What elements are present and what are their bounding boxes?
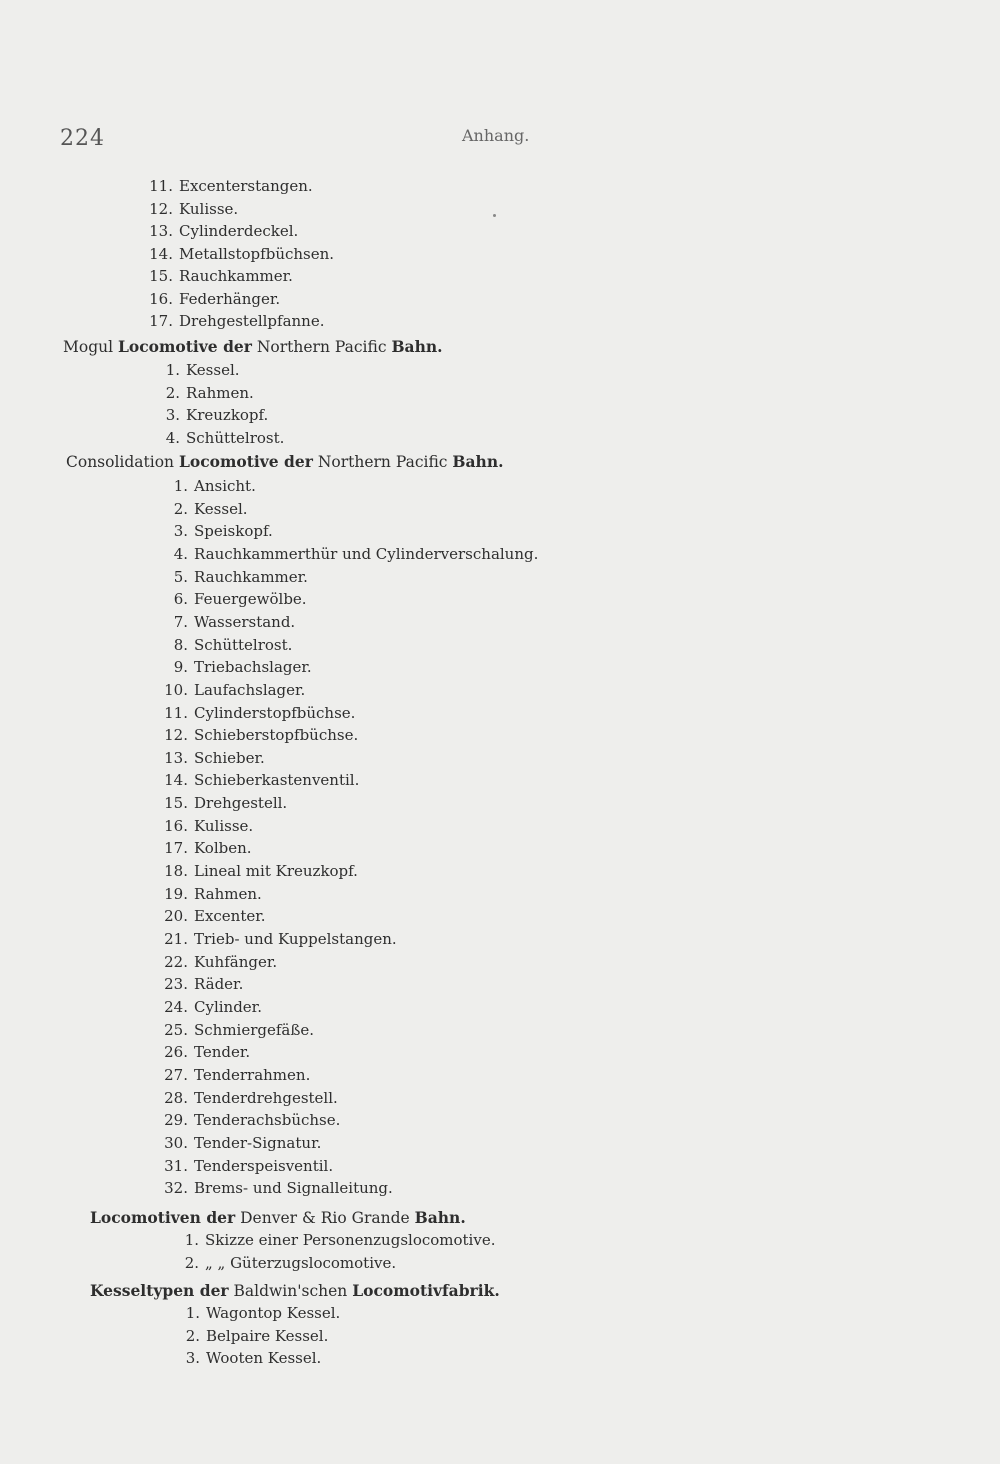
list-item bbox=[156, 838, 252, 858]
item-text: Feuergewölbe. bbox=[194, 590, 307, 609]
item-number: 25. bbox=[164, 1020, 188, 1039]
page-number: 224 bbox=[60, 126, 105, 151]
item-number: 4. bbox=[173, 544, 188, 563]
item-number: 15. bbox=[164, 794, 188, 813]
list-item bbox=[156, 929, 397, 949]
list-item bbox=[156, 521, 273, 541]
item-text: Trieb- und Kuppelstangen. bbox=[194, 930, 397, 948]
item-text: Drehgestell. bbox=[194, 794, 288, 813]
heading-part: Locomotivfabrik. bbox=[352, 1281, 500, 1300]
list-item bbox=[156, 567, 308, 587]
item-number: 1. bbox=[185, 1304, 200, 1322]
item-text: Tenderachsbüchse. bbox=[194, 1111, 341, 1130]
item-number: 15. bbox=[149, 267, 173, 285]
heading-part: Denver & Rio Grande bbox=[235, 1209, 415, 1227]
item-text: Rauchkammer. bbox=[194, 567, 308, 586]
item-number: 2. bbox=[173, 499, 188, 518]
item-number: 11. bbox=[149, 177, 173, 195]
list-item bbox=[143, 221, 298, 241]
item-number: 16. bbox=[164, 816, 188, 835]
item-text: Wooten Kessel. bbox=[206, 1349, 322, 1368]
item-text: Speiskopf. bbox=[194, 522, 273, 541]
item-text: Tender. bbox=[194, 1043, 251, 1062]
item-text: Tenderspeisventil. bbox=[194, 1156, 334, 1175]
item-text: Drehgestellpfanne. bbox=[179, 312, 325, 330]
item-text: Lineal mit Kreuzkopf. bbox=[194, 862, 358, 881]
item-number: 13. bbox=[149, 222, 173, 240]
item-number: 1. bbox=[184, 1231, 199, 1249]
list-item bbox=[156, 405, 268, 425]
list-item bbox=[143, 311, 324, 331]
list-item bbox=[156, 906, 266, 926]
list-item bbox=[156, 476, 256, 496]
item-number: 27. bbox=[164, 1065, 188, 1084]
item-number: 3. bbox=[165, 406, 180, 425]
list-item bbox=[156, 383, 254, 403]
list-item bbox=[156, 1088, 338, 1108]
item-number: 7. bbox=[173, 612, 188, 631]
item-text: Rauchkammer. bbox=[179, 267, 293, 285]
item-number: 19. bbox=[164, 884, 188, 903]
list-item bbox=[175, 1253, 396, 1273]
item-text: Skizze einer Personenzugslocomotive. bbox=[205, 1231, 496, 1249]
item-number: 4. bbox=[165, 429, 180, 448]
list-item bbox=[156, 1042, 250, 1062]
item-text: Rahmen. bbox=[186, 383, 254, 402]
list-item bbox=[156, 635, 292, 655]
item-text: Schieberkastenventil. bbox=[194, 771, 360, 790]
item-text: Schieber. bbox=[194, 748, 265, 767]
running-head: Anhang. bbox=[462, 126, 530, 145]
item-number: 29. bbox=[164, 1111, 188, 1130]
item-text: Schieberstopfbüchse. bbox=[194, 726, 359, 745]
list-item bbox=[156, 680, 305, 700]
item-number: 3. bbox=[185, 1349, 200, 1368]
section-heading bbox=[90, 1281, 500, 1301]
heading-part: Northern Pacific bbox=[312, 453, 453, 471]
item-number: 17. bbox=[164, 839, 188, 858]
list-item bbox=[156, 657, 312, 677]
item-number: 14. bbox=[149, 244, 173, 263]
item-text: Belpaire Kessel. bbox=[206, 1326, 329, 1345]
list-item bbox=[156, 816, 253, 836]
item-number: 16. bbox=[149, 289, 173, 308]
heading-part: Bahn. bbox=[414, 1208, 466, 1227]
item-text: Ansicht. bbox=[194, 477, 256, 495]
item-text: „ „ Güterzugslocomotive. bbox=[205, 1253, 397, 1272]
item-text: Kulisse. bbox=[194, 816, 254, 835]
item-text: Kulisse. bbox=[179, 199, 239, 218]
item-text: Schüttelrost. bbox=[186, 429, 285, 448]
item-number: 23. bbox=[164, 975, 188, 994]
list-item bbox=[156, 952, 277, 972]
list-item bbox=[176, 1348, 321, 1368]
list-item bbox=[156, 1178, 393, 1198]
section-heading bbox=[90, 1208, 466, 1228]
item-text: Kolben. bbox=[194, 839, 252, 858]
item-text: Tenderdrehgestell. bbox=[194, 1088, 338, 1107]
item-text: Kessel. bbox=[186, 361, 240, 379]
item-text: Rauchkammerthür und Cylinderverschalung. bbox=[194, 544, 539, 563]
item-text: Rahmen. bbox=[194, 884, 262, 903]
item-number: 3. bbox=[173, 522, 188, 541]
list-item bbox=[143, 176, 313, 196]
item-number: 12. bbox=[149, 199, 173, 218]
item-number: 11. bbox=[164, 703, 188, 722]
item-number: 30. bbox=[164, 1133, 188, 1152]
item-number: 2. bbox=[165, 383, 180, 402]
item-number: 32. bbox=[164, 1179, 188, 1198]
item-number: 13. bbox=[164, 748, 188, 767]
item-number: 5. bbox=[173, 567, 188, 586]
item-text: Federhänger. bbox=[179, 289, 281, 308]
item-text: Kessel. bbox=[194, 499, 248, 518]
item-text: Metallstopfbüchsen. bbox=[179, 244, 335, 263]
heading-part: Locomotiven der bbox=[90, 1208, 236, 1227]
heading-part: Consolidation bbox=[66, 453, 179, 471]
list-item bbox=[176, 1326, 328, 1346]
item-number: 20. bbox=[164, 907, 188, 926]
item-number: 24. bbox=[164, 997, 188, 1016]
heading-part: Northern Pacific bbox=[251, 338, 392, 356]
item-number: 9. bbox=[173, 658, 188, 677]
item-text: Triebachslager. bbox=[194, 658, 312, 677]
list-item bbox=[156, 589, 307, 609]
item-number: 31. bbox=[164, 1156, 188, 1175]
list-item bbox=[156, 703, 355, 723]
item-text: Schmiergefäße. bbox=[194, 1020, 315, 1039]
section-heading bbox=[66, 452, 504, 472]
item-number: 8. bbox=[173, 635, 188, 654]
list-item bbox=[156, 770, 359, 790]
heading-part: Bahn. bbox=[391, 337, 443, 356]
list-item bbox=[156, 997, 262, 1017]
item-number: 17. bbox=[149, 312, 173, 330]
list-item bbox=[143, 266, 293, 286]
item-text: Cylinderdeckel. bbox=[179, 222, 299, 240]
item-text: Kuhfänger. bbox=[194, 952, 278, 971]
list-item bbox=[156, 360, 240, 380]
heading-part: Mogul bbox=[63, 338, 118, 356]
item-text: Kreuzkopf. bbox=[186, 406, 269, 425]
heading-part: Locomotive der bbox=[178, 452, 313, 471]
list-item bbox=[156, 748, 265, 768]
list-item bbox=[156, 974, 243, 994]
section-heading bbox=[63, 337, 443, 357]
item-number: 26. bbox=[164, 1043, 188, 1062]
item-text: Excenter. bbox=[194, 907, 266, 926]
item-text: Laufachslager. bbox=[194, 680, 306, 699]
item-number: 2. bbox=[185, 1326, 200, 1345]
item-number: 12. bbox=[164, 726, 188, 745]
heading-part: Locomotive der bbox=[118, 337, 252, 356]
item-number: 10. bbox=[164, 680, 188, 699]
list-item bbox=[156, 1110, 340, 1130]
item-number: 14. bbox=[164, 771, 188, 790]
list-item bbox=[143, 289, 280, 309]
item-number: 1. bbox=[173, 477, 188, 495]
list-item bbox=[143, 199, 238, 219]
item-number: 22. bbox=[164, 952, 188, 971]
item-text: Brems- und Signalleitung. bbox=[194, 1179, 393, 1198]
list-item bbox=[156, 428, 284, 448]
list-item bbox=[143, 244, 334, 264]
item-number: 2. bbox=[184, 1253, 199, 1272]
item-number: 21. bbox=[164, 930, 188, 948]
list-item bbox=[175, 1230, 495, 1250]
list-item bbox=[156, 861, 358, 881]
item-text: Räder. bbox=[194, 975, 244, 994]
item-number: 6. bbox=[173, 590, 188, 609]
list-item bbox=[156, 544, 538, 564]
item-text: Wagontop Kessel. bbox=[206, 1304, 341, 1322]
item-text: Cylinder. bbox=[194, 997, 262, 1016]
list-item bbox=[156, 1156, 333, 1176]
list-item bbox=[156, 499, 248, 519]
item-text: Schüttelrost. bbox=[194, 635, 293, 654]
list-item bbox=[156, 1065, 310, 1085]
item-number: 18. bbox=[164, 862, 188, 881]
item-text: Cylinderstopfbüchse. bbox=[194, 703, 356, 722]
item-number: 28. bbox=[164, 1088, 188, 1107]
list-item bbox=[156, 725, 358, 745]
item-text: Wasserstand. bbox=[194, 612, 296, 631]
list-item bbox=[156, 793, 287, 813]
list-item bbox=[156, 1133, 321, 1153]
paper-speck bbox=[493, 214, 496, 217]
item-text: Tenderrahmen. bbox=[194, 1065, 311, 1084]
list-item bbox=[156, 612, 295, 632]
heading-part: Bahn. bbox=[452, 452, 504, 471]
list-item bbox=[176, 1303, 340, 1323]
item-number: 1. bbox=[165, 361, 180, 379]
list-item bbox=[156, 1020, 314, 1040]
heading-part: Baldwin'schen bbox=[228, 1282, 353, 1300]
item-text: Excenterstangen. bbox=[179, 177, 313, 195]
item-text: Tender-Signatur. bbox=[194, 1133, 322, 1152]
list-item bbox=[156, 884, 262, 904]
heading-part: Kesseltypen der bbox=[90, 1281, 229, 1300]
page-header bbox=[0, 126, 1000, 156]
